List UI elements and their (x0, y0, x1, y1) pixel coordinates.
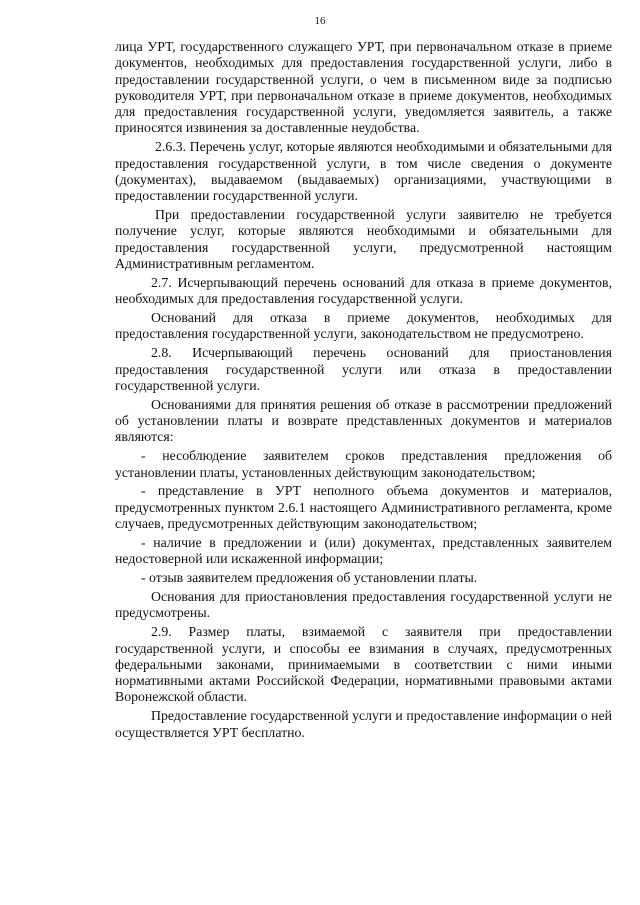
paragraph-2-9-heading: 2.9. Размер платы, взимаемой с заявителя при предоставлении государственной услуги, и способы ее взимания в случаях, предусмотренных федеральными законами, принимаемыми в соответствии с ними иными нормативными актами Российской Федерации, нормативными правовыми актами Воронежской области. (115, 624, 612, 705)
list-item-deadline-violation: - несоблюдение заявителем сроков представления предложения об установлении платы, установленных действующим законодательством; (115, 448, 612, 480)
paragraph-refusal-grounds-intro: Основаниями для принятия решения об отказе в рассмотрении предложений об установлении платы и возврате представленных документов и материалов являются: (115, 396, 612, 445)
paragraph-2-6-3-heading: 2.6.3. Перечень услуг, которые являются необходимыми и обязательными для предоставления государственной услуги, в том числе сведения о документе (документах), выдаваемом (выдаваемых) организациями, участвующими в предоставлении государственной услуги. (115, 139, 612, 204)
page-number: 16 (314, 15, 326, 27)
paragraph-no-suspension-grounds: Основания для приостановления предоставления государственной услуги не предусмотрены. (115, 589, 612, 621)
page-body (115, 39, 612, 743)
paragraph-2-8-heading: 2.8. Исчерпывающий перечень оснований для приостановления предоставления государственной услуги или отказа в предоставлении государственной услуги. (115, 345, 612, 393)
list-item-withdrawal: - отзыв заявителем предложения об установлении платы. (141, 570, 478, 586)
list-item-incomplete-documents: - представление в УРТ неполного объема документов и материалов, предусмотренных пунктом 2.6.1 настоящего Административного регламента, кроме случаев, предусмотренных действующим законодательством; (115, 483, 612, 532)
paragraph-no-required-services: При предоставлении государственной услуги заявителю не требуется получение услуг, которые являются необходимыми и обязательными для предоставления государственной услуги, предусмотренной настоящим Административным регламентом. (115, 207, 612, 272)
paragraph-apology-continuation: лица УРТ, государственного служащего УРТ, при первоначальном отказе в приеме документов, необходимых для предоставления государственной услуги, либо в предоставлении государственной услуги, о чем в письменном виде за подписью руководителя УРТ, при первоначальном отказе в приеме документов, необходимых для предоставления государственной услуги, уведомляется заявитель, а также приносятся извинения за доставленные неудобства. (115, 39, 612, 136)
paragraph-free-of-charge: Предоставление государственной услуги и предоставление информации о ней осуществляется УРТ бесплатно. (115, 708, 612, 740)
paragraph-2-7-heading: 2.7. Исчерпывающий перечень оснований для отказа в приеме документов, необходимых для предоставления государственной услуги. (115, 274, 612, 307)
paragraph-no-refusal-grounds: Оснований для отказа в приеме документов, необходимых для предоставления государственной услуги, законодательством не предусмотрено. (115, 310, 612, 342)
list-item-false-information: - наличие в предложении и (или) документах, представленных заявителем недостоверной или искаженной информации; (115, 534, 612, 567)
